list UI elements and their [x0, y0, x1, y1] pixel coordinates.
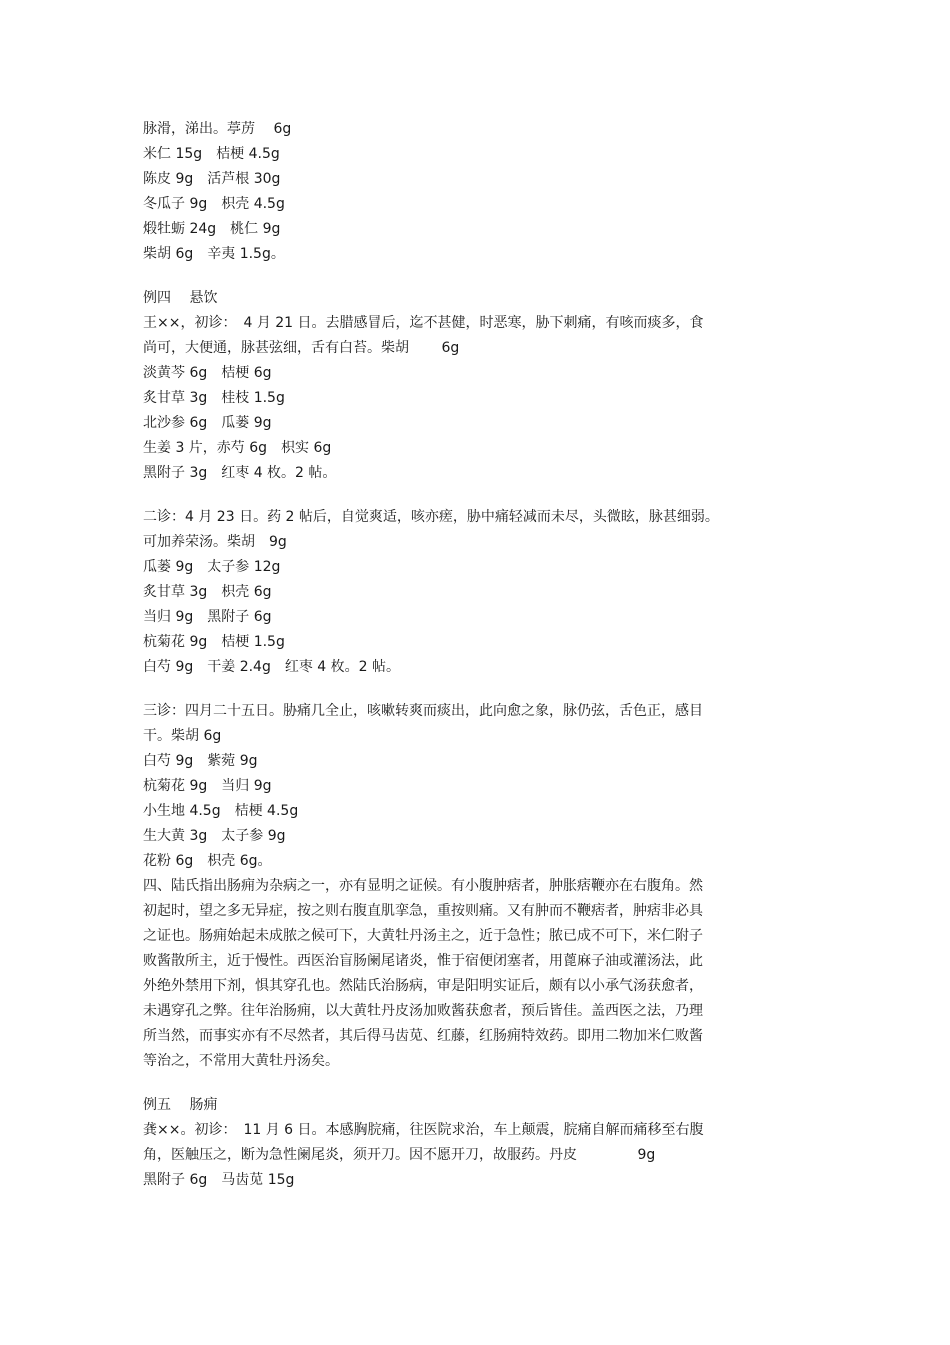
paragraph-gap [143, 267, 773, 286]
text-line: 陈皮 9g 活芦根 30g [143, 171, 281, 187]
paragraph-gap [143, 486, 773, 505]
text-line: 之证也。肠痈始起未成脓之候可下，大黄牡丹汤主之，近于急性；脓已成不可下，米仁附子 [143, 928, 703, 944]
text-line: 黑附子 3g 红枣 4 枚。2 帖。 [143, 465, 337, 481]
text-block [143, 505, 773, 680]
text-line: 可加养荣汤。柴胡 9g [143, 534, 287, 550]
text-line: 等治之，不常用大黄牡丹汤矣。 [143, 1053, 339, 1069]
text-line: 炙甘草 3g 枳壳 6g [143, 584, 272, 600]
text-line: 外绝外禁用下剂，惧其穿孔也。然陆氏治肠病，审是阳明实证后，颇有以小承气汤获愈者， [143, 978, 703, 994]
text-line: 杭菊花 9g 当归 9g [143, 778, 272, 794]
text-line: 尚可，大便通，脉甚弦细，舌有白苔。柴胡 6g [143, 340, 460, 356]
text-line: 煅牡蛎 24g 桃仁 9g [143, 221, 281, 237]
text-block [143, 699, 773, 1074]
text-line: 例五 肠痈 [143, 1097, 218, 1113]
text-line: 瓜蒌 9g 太子参 12g [143, 559, 281, 575]
text-line: 白芍 9g 干姜 2.4g 红枣 4 枚。2 帖。 [143, 659, 401, 675]
text-line: 二诊：4 月 23 日。药 2 帖后，自觉爽适，咳亦瘥，胁中痛轻减而未尽，头微眩，脉甚细弱。 [143, 509, 719, 525]
paragraph-gap [143, 680, 773, 699]
text-line: 米仁 15g 桔梗 4.5g [143, 146, 280, 162]
text-line: 四、陆氏指出肠痈为杂病之一，亦有显明之证候。有小腹肿痞者，肿胀痞鞭亦在右腹角。然 [143, 878, 703, 894]
text-line: 三诊：四月二十五日。胁痛几全止，咳嗽转爽而痰出，此向愈之象，脉仍弦，舌色正，感目 [143, 703, 703, 719]
text-block [143, 117, 773, 267]
text-line: 角，医触压之，断为急性阑尾炎，须开刀。因不愿开刀，故服药。丹皮 9g [143, 1147, 656, 1163]
text-line: 冬瓜子 9g 枳壳 4.5g [143, 196, 285, 212]
text-line: 所当然，而事实亦有不尽然者，其后得马齿苋、红藤，红肠痈特效药。即用二物加米仁败酱 [143, 1028, 703, 1044]
text-line: 龚××。初诊： 11 月 6 日。本感胸脘痛，往医院求治，车上颠震，脘痛自解而痛移至右腹 [143, 1122, 704, 1138]
text-block [143, 286, 773, 486]
text-line: 王××，初诊： 4 月 21 日。去腊感冒后，迄不甚健，时恶寒，胁下刺痛，有咳而痰多，食 [143, 315, 704, 331]
text-line: 脉滑，涕出。葶苈 6g [143, 121, 292, 137]
text-line: 炙甘草 3g 桂枝 1.5g [143, 390, 285, 406]
text-line: 生姜 3 片，赤芍 6g 枳实 6g [143, 440, 332, 456]
text-line: 小生地 4.5g 桔梗 4.5g [143, 803, 299, 819]
text-line: 生大黄 3g 太子参 9g [143, 828, 286, 844]
document-body [143, 117, 773, 1193]
text-line: 花粉 6g 枳壳 6g。 [143, 853, 272, 869]
text-line: 干。柴胡 6g [143, 728, 222, 744]
text-line: 未遇穿孔之弊。往年治肠痈，以大黄牡丹皮汤加败酱获愈者，预后皆佳。盖西医之法，乃理 [143, 1003, 703, 1019]
text-block [143, 1093, 773, 1193]
text-line: 杭菊花 9g 桔梗 1.5g [143, 634, 285, 650]
text-line: 黑附子 6g 马齿苋 15g [143, 1172, 295, 1188]
text-line: 例四 悬饮 [143, 290, 218, 306]
text-line: 白芍 9g 紫菀 9g [143, 753, 258, 769]
paragraph-gap [143, 1074, 773, 1093]
text-line: 淡黄芩 6g 桔梗 6g [143, 365, 272, 381]
text-line: 初起时，望之多无异症，按之则右腹直肌挛急，重按则痛。又有肿而不鞭痞者，肿痞非必具 [143, 903, 703, 919]
text-line: 北沙参 6g 瓜蒌 9g [143, 415, 272, 431]
text-line: 柴胡 6g 辛夷 1.5g。 [143, 246, 285, 262]
text-line: 当归 9g 黑附子 6g [143, 609, 272, 625]
text-line: 败酱散所主，近于慢性。西医治盲肠阑尾诸炎，惟于宿便闭塞者，用蓖麻子油或灌汤法，此 [143, 953, 703, 969]
